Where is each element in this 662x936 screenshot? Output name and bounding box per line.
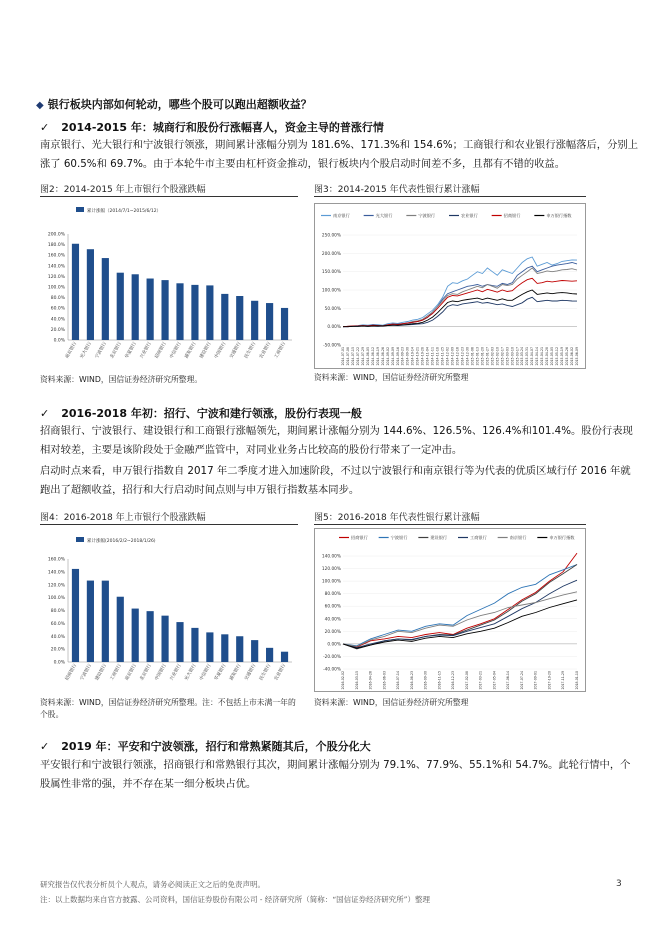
y-tick-label: 20.0% — [50, 327, 65, 333]
x-tick-label: 工商银行 — [109, 663, 123, 682]
x-tick-label: 北京银行 — [139, 663, 153, 682]
x-tick-label: 2014-08-12 — [370, 347, 375, 366]
bar — [117, 273, 124, 340]
bar — [236, 636, 243, 662]
x-tick-label: 南京银行 — [64, 341, 79, 360]
y-tick-label: 40.00% — [324, 617, 341, 623]
bar — [191, 285, 198, 340]
fig4-svg — [40, 528, 298, 690]
y-tick-label: 0.0% — [53, 338, 65, 344]
series-line — [343, 297, 577, 326]
x-tick-label: 2015-03-17 — [515, 347, 520, 366]
x-tick-label: 民生银行 — [259, 663, 273, 682]
x-tick-label: 2014-11-11 — [430, 347, 435, 366]
bar — [161, 616, 168, 662]
checkmark-icon: ✓ — [40, 740, 50, 753]
y-tick-label: 200.0% — [47, 232, 65, 238]
legend-label: 光大银行 — [375, 213, 393, 218]
footer-disclaimer: 研究报告仅代表分析员个人观点，请务必阅读正文之后的免责声明。 — [40, 880, 265, 889]
fig3-source: 资料来源：WIND，国信证券经济研究所整理 — [314, 373, 469, 382]
x-tick-label: 2015-05-26 — [565, 347, 570, 366]
fig4-title: 图4：2016-2018 年上市银行个股涨跌幅 — [40, 513, 206, 523]
bar — [102, 258, 109, 340]
bar — [251, 301, 258, 340]
y-tick-label: 80.00% — [324, 592, 341, 598]
x-tick-label: 2014-09-16 — [395, 347, 400, 366]
x-tick-label: 2016-09-30 — [423, 671, 428, 690]
sec1-title: ✓ 2014-2015 年：城商行和股份行涨幅喜人，资金主导的普涨行情 — [40, 121, 384, 134]
x-tick-label: 2015-02-03 — [490, 347, 495, 366]
x-tick-label: 2014-11-04 — [425, 347, 430, 366]
y-tick-label: 0.0% — [53, 660, 65, 666]
x-tick-label: 2014-12-16 — [455, 347, 460, 366]
x-tick-label: 浦发银行 — [229, 663, 243, 682]
fig3-svg — [315, 204, 585, 368]
bar — [266, 648, 273, 662]
x-tick-label: 2014-07-08 — [345, 347, 350, 366]
bar — [176, 283, 183, 340]
bar — [147, 611, 154, 662]
x-tick-label: 宁波银行 — [79, 663, 94, 682]
x-tick-label: 2017-07-24 — [519, 671, 524, 690]
x-tick-label: 交通银行 — [244, 663, 258, 682]
y-tick-label: 120.0% — [47, 274, 65, 280]
y-tick-label: 250.00% — [321, 233, 341, 239]
legend-label: 累计涨幅（2014/7/1~2015/6/12） — [87, 209, 162, 214]
x-tick-label: 2014-08-26 — [380, 347, 385, 366]
x-tick-label: 2016-08-23 — [409, 671, 414, 690]
x-tick-label: 2015-05-12 — [555, 347, 560, 366]
y-tick-label: 50.00% — [324, 306, 341, 312]
y-tick-label: 80.0% — [50, 296, 65, 302]
legend-label: 申万银行指数 — [546, 213, 572, 218]
legend-label: 建设银行 — [430, 535, 448, 540]
bar — [221, 294, 228, 340]
x-tick-label: 2015-05-05 — [550, 347, 555, 366]
x-tick-label: 2017-10-20 — [547, 671, 552, 690]
x-tick-label: 光大银行 — [184, 663, 198, 682]
x-tick-label: 2015-04-07 — [530, 347, 535, 366]
footer-note: 注：以上数据均来自官方披露、公司资料，国信证券股份有限公司 - 经济研究所（简称：“国信证券经济研究所”）整理 — [40, 895, 430, 904]
x-tick-label: 2015-01-13 — [475, 347, 480, 366]
bar — [191, 628, 198, 662]
bar — [206, 632, 213, 662]
x-tick-label: 2017-11-29 — [561, 671, 566, 690]
x-tick-label: 2015-01-20 — [480, 347, 485, 366]
y-tick-label: 140.00% — [321, 554, 341, 560]
y-tick-label: 100.00% — [321, 579, 341, 585]
x-tick-label: 2015-06-09 — [575, 347, 579, 366]
y-tick-label: 150.00% — [321, 270, 341, 276]
bar — [161, 280, 168, 340]
y-tick-label: 120.0% — [47, 583, 65, 589]
x-tick-label: 2016-02-02 — [341, 671, 345, 690]
x-tick-label: 2016-07-14 — [396, 671, 401, 690]
x-tick-label: 2014-09-09 — [390, 347, 395, 366]
fig4-chart — [40, 528, 298, 690]
legend-swatch — [76, 537, 84, 542]
y-tick-label: 160.0% — [47, 253, 65, 259]
x-tick-label: 工商银行 — [273, 341, 288, 360]
sec2-title: ✓ 2016-2018 年初：招行、宁波和建行领涨，股份行表现一般 — [40, 407, 362, 420]
bar — [72, 244, 79, 340]
y-tick-label: 80.0% — [50, 609, 65, 614]
x-tick-label: 2017-05-04 — [492, 671, 497, 690]
x-tick-label: 交通银行 — [229, 341, 243, 360]
x-tick-label: 2018-01-10 — [575, 671, 579, 690]
y-tick-label: 60.0% — [50, 306, 65, 312]
y-tick-label: 40.0% — [50, 634, 65, 640]
y-tick-label: 20.0% — [50, 647, 65, 653]
y-tick-label: 40.0% — [50, 317, 65, 323]
y-tick-label: -20.00% — [323, 654, 341, 660]
x-tick-label: 农业银行 — [273, 663, 288, 682]
y-tick-label: 0.00% — [327, 325, 341, 331]
x-tick-label: 2015-04-21 — [540, 347, 545, 366]
x-tick-label: 2015-05-19 — [560, 347, 565, 366]
fig4-rule — [40, 524, 298, 525]
bar — [281, 652, 288, 662]
x-tick-label: 华夏银行 — [214, 663, 228, 682]
x-tick-label: 2014-10-14 — [410, 347, 415, 366]
legend-label: 南京银行 — [333, 213, 350, 218]
y-tick-label: 100.0% — [47, 596, 65, 602]
x-tick-label: 2017-06-14 — [506, 671, 511, 690]
x-tick-label: 中信银行 — [199, 663, 213, 682]
x-tick-label: 2016-11-15 — [437, 671, 442, 690]
page-number: 3 — [616, 879, 622, 889]
x-tick-label: 2014-07-15 — [350, 347, 355, 366]
y-tick-label: 0.00% — [327, 642, 341, 648]
x-tick-label: 建设银行 — [94, 663, 109, 682]
x-tick-label: 2014-12-23 — [460, 347, 465, 366]
x-tick-label: 中国银行 — [154, 663, 168, 682]
fig2-title: 图2：2014-2015 年上市银行个股涨跌幅 — [40, 185, 206, 195]
x-tick-label: 2015-02-10 — [495, 347, 500, 366]
series-line — [343, 600, 577, 648]
legend-label: 宁波银行 — [418, 213, 436, 218]
x-tick-label: 北京银行 — [109, 341, 123, 360]
bar — [117, 597, 124, 662]
sec2-paragraph-2: 启动时点来看，申万银行指数自 2017 年二季度才进入加速阶段，不过以宁波银行和南京银行等为代表的优质区域行仔 2016 年就跑出了超额收益，招行和大行启动时间点则与申万银行指数基本同步。 — [40, 465, 631, 496]
x-tick-label: 2014-09-23 — [400, 347, 405, 366]
x-tick-label: 2017-02-08 — [464, 671, 469, 690]
x-tick-label: 民生银行 — [244, 341, 258, 360]
x-tick-label: 中国银行 — [214, 341, 228, 360]
legend-label: 农业银行 — [461, 213, 478, 218]
y-tick-label: 180.0% — [47, 243, 65, 249]
x-tick-label: 2015-03-03 — [505, 347, 510, 366]
series-line — [343, 268, 577, 327]
sec1-paragraph: 南京银行、光大银行和宁波银行领涨，期间累计涨幅分别为 181.6%、171.3%和 154.6%；工商银行和农业银行涨幅落后，分别上涨了 60.5%和 69.7%。由于本轮牛市主要由杠杆资金推动，银行板块内个股启动时间差不多，且都有不错的收益。 — [40, 139, 638, 170]
x-tick-label: 2014-12-02 — [445, 347, 450, 366]
x-tick-label: 2014-12-30 — [465, 347, 470, 366]
x-tick-label: 2015-04-28 — [545, 347, 550, 366]
x-tick-label: 2015-02-17 — [500, 347, 505, 366]
sec3-paragraph: 平安银行和宁波银行领涨，招商银行和常熟银行其次，期间累计涨幅分别为 79.1%、77.9%、55.1%和 54.7%。此轮行情中，个股属性非常的强，并不存在某一细分板块占优。 — [40, 759, 631, 790]
y-tick-label: 100.00% — [321, 288, 341, 294]
y-tick-label: 60.00% — [324, 604, 341, 610]
y-tick-label: -40.00% — [323, 667, 341, 673]
series-line — [343, 580, 577, 648]
legend-label: 工商银行 — [470, 535, 487, 540]
x-tick-label: 2014-08-05 — [365, 347, 370, 366]
fig5-chart — [314, 528, 586, 692]
x-tick-label: 2017-03-21 — [478, 671, 483, 690]
x-tick-label: 2014-11-18 — [435, 347, 440, 366]
bar — [72, 569, 79, 662]
y-tick-label: 20.00% — [324, 629, 341, 635]
section-heading: ◆ 银行板块内部如何轮动，哪些个股可以跑出超额收益？ — [36, 98, 312, 111]
bar — [176, 622, 183, 662]
checkmark-icon: ✓ — [40, 407, 50, 420]
x-tick-label: 2014-09-30 — [405, 347, 410, 366]
y-tick-label: 140.0% — [47, 264, 65, 270]
x-tick-label: 2014-11-25 — [440, 347, 445, 366]
x-tick-label: 兴业银行 — [139, 341, 153, 360]
legend-label: 南京银行 — [509, 535, 527, 540]
x-tick-label: 2015-01-06 — [470, 347, 475, 366]
fig2-chart — [40, 200, 298, 366]
x-tick-label: 光大银行 — [79, 341, 94, 360]
x-tick-label: 2015-04-14 — [535, 347, 540, 366]
y-tick-label: 100.0% — [47, 285, 65, 291]
x-tick-label: 华夏银行 — [124, 341, 138, 360]
x-tick-label: 2015-03-10 — [510, 347, 515, 366]
x-tick-label: 2014-07-22 — [355, 347, 360, 366]
x-tick-label: 2014-12-09 — [450, 347, 455, 366]
x-tick-label: 浦发银行 — [184, 341, 198, 360]
x-tick-label: 宁波银行 — [94, 341, 109, 360]
fig4-source: 资料来源：WIND，国信证券经济研究所整理。注：不包括上市未满一年的个股。 — [40, 698, 296, 719]
x-tick-label: 兴业银行 — [169, 663, 183, 682]
x-tick-label: 2016-03-15 — [354, 671, 359, 690]
x-tick-label: 南京银行 — [124, 663, 138, 682]
checkmark-icon: ✓ — [40, 121, 50, 134]
bar — [87, 249, 94, 340]
fig2-svg — [40, 200, 298, 366]
legend-swatch — [76, 207, 84, 212]
bar — [221, 634, 228, 662]
bar — [251, 640, 258, 662]
series-line — [343, 592, 577, 647]
y-tick-label: 140.0% — [47, 570, 65, 576]
y-tick-label: -50.00% — [323, 343, 341, 349]
x-tick-label: 招商银行 — [154, 341, 168, 360]
bar — [147, 279, 154, 340]
fig3-rule — [314, 196, 586, 197]
fig3-title: 图3：2014-2015 年代表性银行累计涨幅 — [314, 185, 480, 195]
bar — [236, 296, 243, 340]
bar — [87, 581, 94, 662]
x-tick-label: 2016-04-26 — [368, 671, 373, 690]
x-tick-label: 2016-06-03 — [382, 671, 387, 690]
legend-label: 招商银行 — [351, 535, 368, 540]
fig5-svg — [315, 529, 585, 691]
x-tick-label: 2014-07-29 — [360, 347, 365, 366]
sec3-title: ✓ 2019 年：平安和宁波领涨，招行和常熟紧随其后，个股分化大 — [40, 740, 371, 753]
x-tick-label: 2014-10-28 — [420, 347, 425, 366]
bar — [206, 285, 213, 340]
y-tick-label: 120.00% — [321, 567, 341, 573]
y-tick-label: 160.0% — [47, 557, 65, 563]
x-tick-label: 2015-03-24 — [520, 347, 525, 366]
x-tick-label: 2016-12-23 — [451, 671, 456, 690]
bar — [266, 303, 273, 340]
x-tick-label: 2015-01-27 — [485, 347, 490, 366]
y-tick-label: 60.0% — [50, 621, 65, 627]
fig5-title: 图5：2016-2018 年代表性银行累计涨幅 — [314, 513, 480, 523]
sec2-paragraph-1: 招商银行、宁波银行、建设银行和工商银行涨幅领先，期间累计涨幅分别为 144.6%、126.5%、126.4%和101.4%。股份行表现相对较差，主要是该阶段处于金融严监管中，对同业业务占比较高的股份行带来了一定冲击。 — [40, 425, 633, 456]
legend-label: 累计涨幅(2016/2/2~2018/1/26) — [87, 539, 156, 544]
fig5-rule — [314, 524, 586, 525]
x-tick-label: 2015-03-31 — [525, 347, 530, 366]
legend-label: 招商银行 — [503, 213, 521, 218]
legend-label: 申万银行指数 — [549, 535, 575, 540]
x-tick-label: 2014-09-02 — [385, 347, 390, 366]
fig2-source: 资料来源：WIND，国信证券经济研究所整理。 — [40, 375, 203, 384]
bar — [102, 581, 109, 662]
x-tick-label: 2014-07-01 — [341, 347, 345, 366]
x-tick-label: 2017-09-01 — [533, 671, 538, 690]
series-line — [343, 278, 577, 326]
x-tick-label: 建设银行 — [199, 341, 213, 360]
x-tick-label: 2014-08-19 — [375, 347, 380, 366]
bar — [132, 609, 139, 662]
fig3-chart — [314, 203, 586, 369]
series-line — [343, 257, 577, 327]
x-tick-label: 招商银行 — [64, 663, 79, 682]
fig5-source: 资料来源：WIND，国信证券经济研究所整理 — [314, 698, 469, 707]
x-tick-label: 农业银行 — [259, 341, 273, 360]
fig2-rule — [40, 196, 298, 197]
x-tick-label: 中信银行 — [169, 341, 183, 360]
bar — [281, 308, 288, 340]
diamond-bullet-icon: ◆ — [36, 100, 44, 111]
x-tick-label: 2015-06-02 — [570, 347, 575, 366]
legend-label: 宁波银行 — [390, 535, 408, 540]
x-tick-label: 2014-10-21 — [415, 347, 420, 366]
y-tick-label: 200.00% — [321, 251, 341, 257]
bar — [132, 274, 139, 340]
